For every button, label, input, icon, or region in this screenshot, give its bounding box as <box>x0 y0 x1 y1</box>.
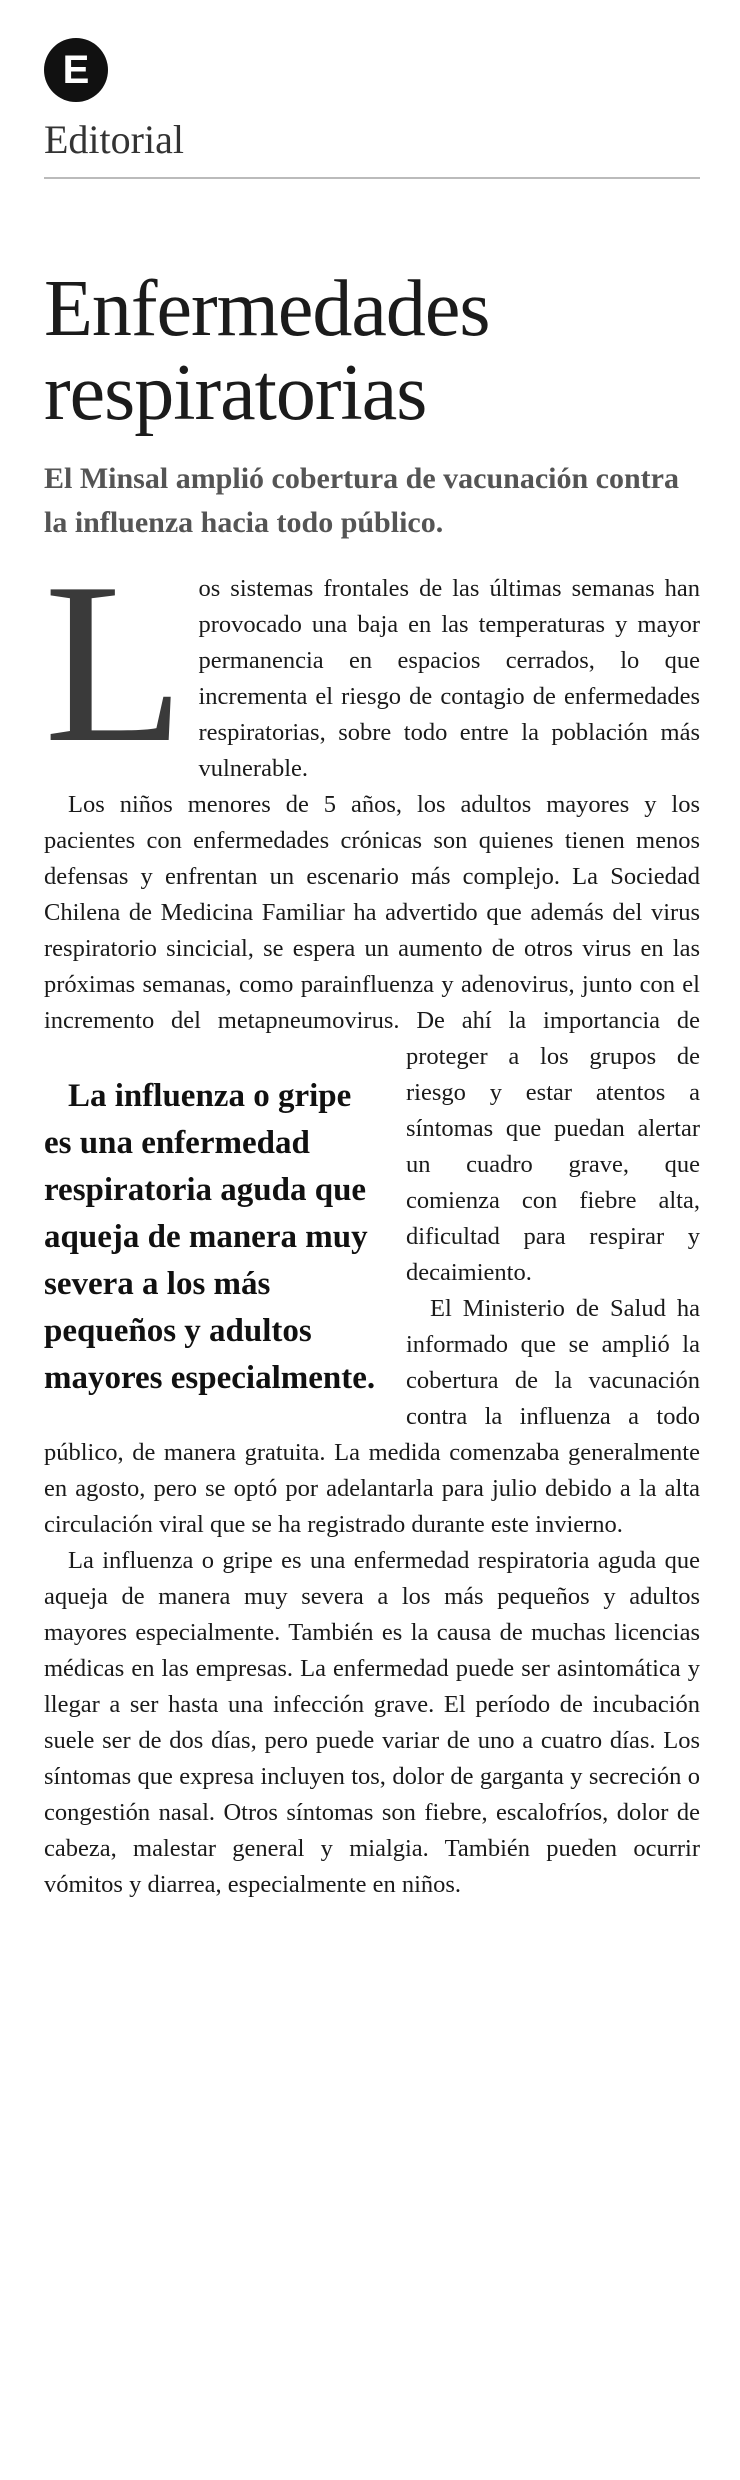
paragraph-2-text-b: grupos de riesgo y estar atentos a síntomas que puedan alertar un cuadro grave, que comienza con fiebre alta, dificultad para respirar y decaimiento. <box>406 1043 700 1286</box>
editorial-page <box>44 38 700 1903</box>
paragraph-1-text: os sistemas frontales de las últimas semanas han provocado una baja en las temperaturas y mayor permanencia en espacios cerrados, lo que incrementa el riesgo de contagio de enfermedades respiratorias, sobre todo entre la población más vulnerable. <box>198 575 700 782</box>
paragraph-1 <box>44 535 700 790</box>
article-body <box>44 535 700 1903</box>
logo-letter: E <box>62 47 90 92</box>
pull-quote: La influenza o gripe es una enfermedad respiratoria aguda que aqueja de manera muy severa a los más pequeños y adultos mayores especialmente. <box>44 1078 376 1396</box>
section-title: Editorial <box>44 117 184 162</box>
paragraph-3-text: El Ministerio de Salud ha informado que se amplió la cobertura de la vacunación contra la influenza a todo público, de manera gratuita. La medida comenzaba generalmente en agosto, pero se optó por adelantarla para julio debido a la alta circulación viral que se ha registrado durante este invierno. <box>44 1295 700 1538</box>
paragraph-4-text: La influenza o gripe es una enfermedad respiratoria aguda que aqueja de manera muy severa a los más pequeños y adultos mayores especialmente. También es la causa de muchas licencias médicas en las empresas. La enfermedad puede ser asintomática y llegar a ser hasta una infección grave. El período de incubación suele ser de dos días, pero puede variar de uno a cuatro días. Los síntomas que expresa incluyen tos, dolor de garganta y secreción o congestión nasal. Otros síntomas son fiebre, escalofríos, dolor de cabeza, malestar general y mialgia. También pueden ocurrir vómitos y diarrea, especialmente en niños. <box>44 1547 700 1898</box>
paragraph-4 <box>44 1543 700 1903</box>
section-divider <box>44 177 700 179</box>
section-logo <box>44 38 108 102</box>
drop-cap: L <box>44 535 185 790</box>
paragraph-2 <box>44 787 700 1396</box>
paragraph-2-text-a: Los niños menores de 5 años, los adultos mayores y los pacientes con enfermedades crónicas son quienes tienen menos defensas y enfrentan un escenario más complejo. La Sociedad Chilena de Medicina Familiar ha advertido que además del virus respiratorio sincicial, se espera un aumento de otros virus en las próximas semanas, como parainfluenza y adenovirus, junto con el incremento del metapneumovirus. De ahí la importancia de proteger a los <box>44 791 700 1070</box>
deck: El Minsal amplió cobertura de vacunación contra la influenza hacia todo público. <box>44 462 679 539</box>
paragraph-2-text <box>44 791 700 1396</box>
headline: Enfermedades respiratorias <box>44 265 490 437</box>
